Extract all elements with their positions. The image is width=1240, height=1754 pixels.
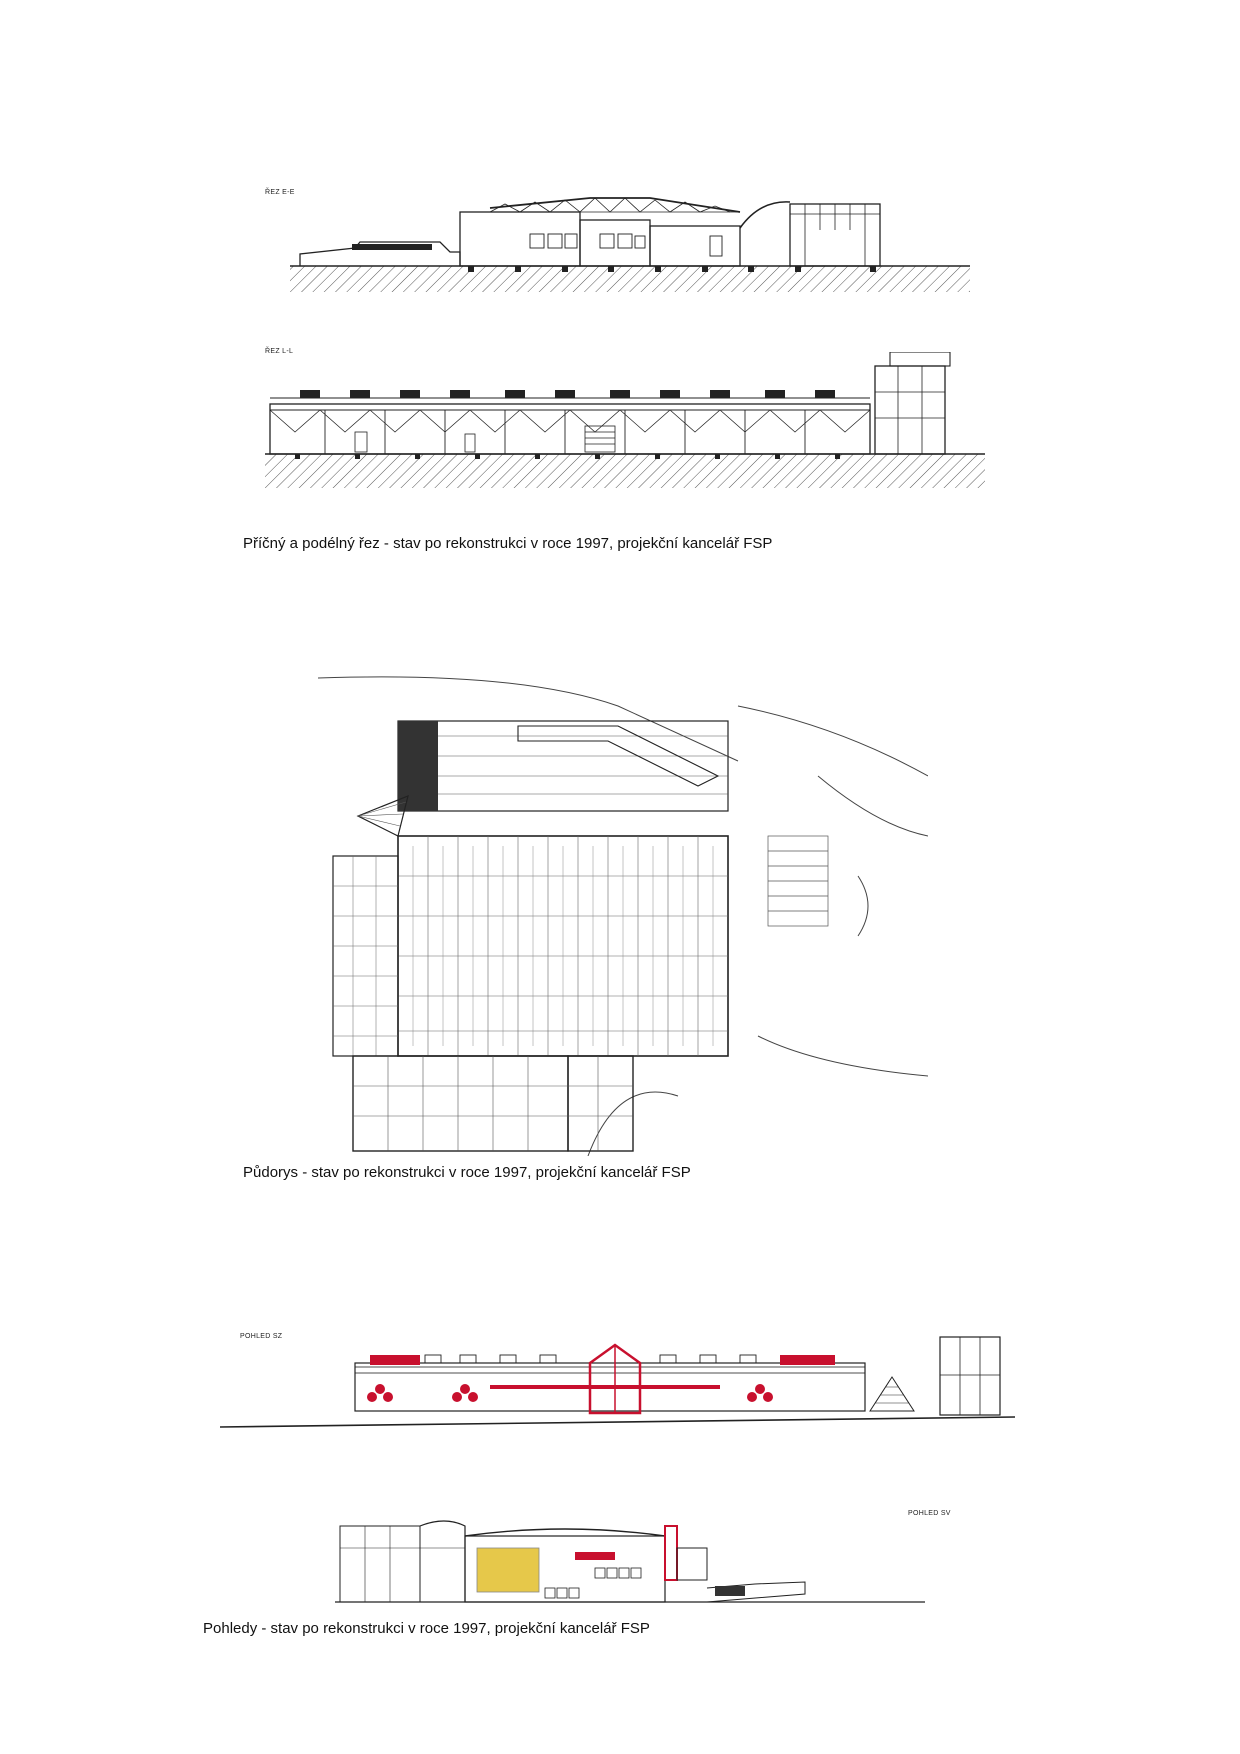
view-sz-label: POHLED SZ: [240, 1333, 283, 1340]
views-caption: Pohledy - stav po rekonstrukci v roce 1997, projekční kancelář FSP: [203, 1620, 650, 1637]
section-ee-drawing: [290, 190, 970, 300]
view-sv-label: POHLED SV: [908, 1510, 951, 1517]
view-sz-drawing: [220, 1325, 1015, 1435]
section-ee-label: ŘEZ E-E: [265, 189, 295, 196]
floor-plan-drawing: [318, 676, 928, 1156]
view-sv-drawing: [335, 1498, 925, 1608]
section-ll-drawing: [265, 352, 985, 492]
section-ll-label: ŘEZ L-L: [265, 348, 294, 355]
sections-caption: Příčný a podélný řez - stav po rekonstrukci v roce 1997, projekční kancelář FSP: [243, 535, 773, 552]
plan-caption: Půdorys - stav po rekonstrukci v roce 1997, projekční kancelář FSP: [243, 1164, 691, 1181]
